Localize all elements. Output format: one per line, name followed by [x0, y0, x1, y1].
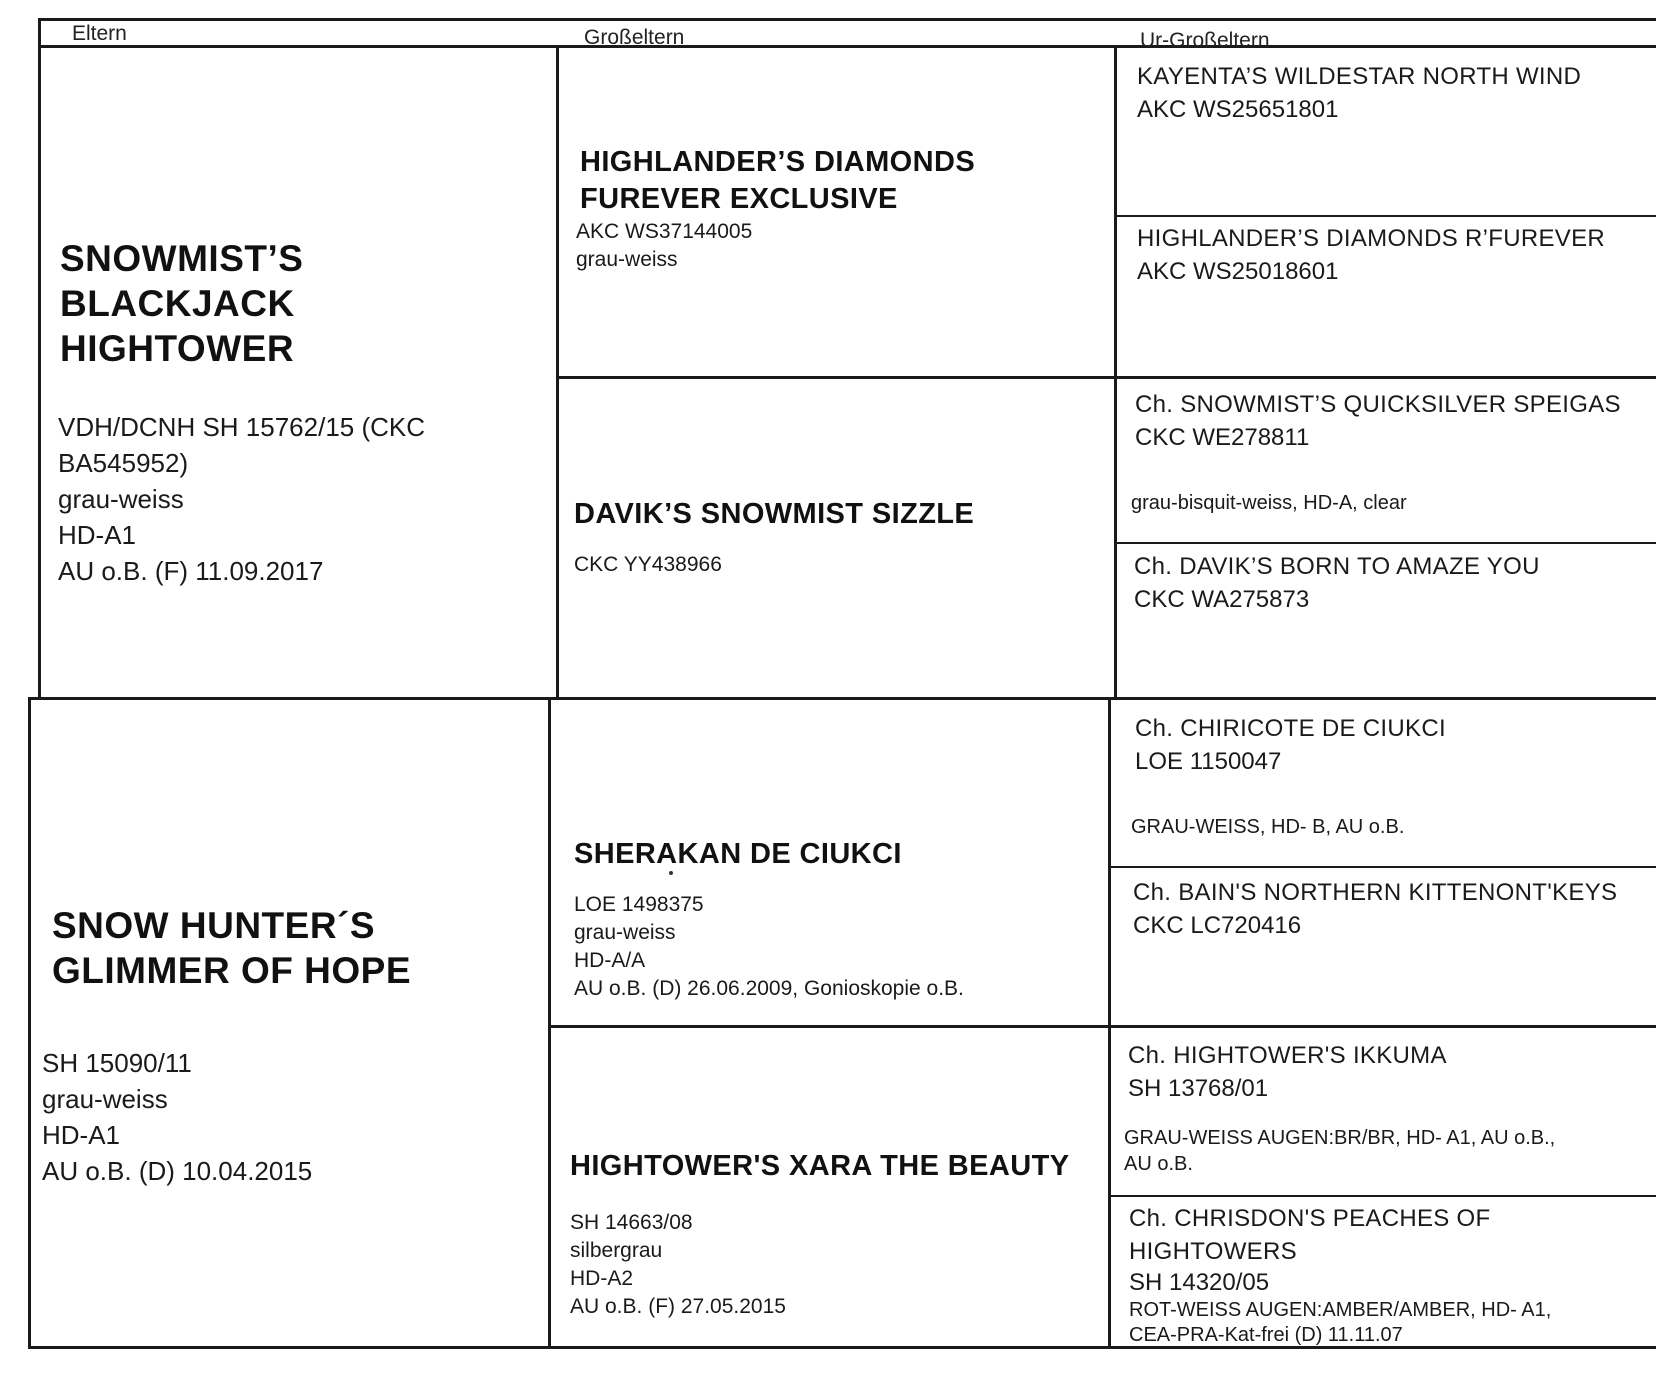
left-border-lower — [28, 698, 31, 1348]
great-grandparent-7 — [1124, 1039, 1653, 1177]
grandparent-1-reg: AKC WS37144005 — [576, 220, 753, 243]
great-grandparent-5-extra: GRAU-WEISS, HD- B, AU o.B. — [1131, 816, 1405, 838]
header-eltern: Eltern — [72, 22, 127, 45]
grandparent-1-color: grau-weiss — [576, 248, 678, 271]
grandparent-4-hd: HD-A2 — [570, 1267, 634, 1290]
great-grandparent-8-name-2: HIGHTOWERS — [1129, 1238, 1297, 1265]
great-grandparent-1 — [1137, 60, 1652, 126]
great-grandparent-4 — [1134, 550, 1652, 616]
grandparent-3-hd: HD-A/A — [574, 949, 646, 972]
great-grandparent-4-reg: CKC WA275873 — [1134, 586, 1310, 613]
great-grandparent-3-reg: CKC WE278811 — [1135, 424, 1310, 451]
col-divider-1-lower — [548, 698, 551, 1348]
header-urgrosseltern: Ur-Großeltern — [1140, 29, 1270, 52]
parent-sire-hd: HD-A1 — [58, 520, 137, 550]
great-grandparent-3-extra: grau-bisquit-weiss, HD-A, clear — [1131, 492, 1407, 514]
great-grandparent-7-extra-2: AU o.B. — [1124, 1153, 1193, 1175]
great-grandparent-8-name-1: Ch. CHRISDON'S PEACHES OF — [1129, 1205, 1491, 1232]
parent-dam-reg: SH 15090/11 — [42, 1048, 192, 1078]
parent-sire-au: AU o.B. (F) 11.09.2017 — [58, 556, 324, 586]
great-grandparent-1-reg: AKC WS25651801 — [1137, 96, 1339, 123]
great-grandparent-8-extra-1: ROT-WEISS AUGEN:AMBER/AMBER, HD- A1, — [1129, 1299, 1552, 1321]
great-grandparent-2 — [1137, 222, 1652, 288]
grandparent-4 — [570, 1148, 1110, 1321]
great-grandparent-2-name: HIGHLANDER’S DIAMONDS R’FUREVER — [1137, 225, 1606, 252]
great-grandparent-8-reg: SH 14320/05 — [1129, 1269, 1270, 1296]
grandparent-2 — [574, 496, 1104, 579]
parent-sire-name-3: HIGHTOWER — [60, 328, 295, 369]
grandparent-3-au: AU o.B. (D) 26.06.2009, Gonioskopie o.B. — [574, 977, 964, 1000]
header-rule — [38, 45, 1656, 48]
great-grandparent-5-reg: LOE 1150047 — [1135, 748, 1282, 775]
grandparent-4-au: AU o.B. (F) 27.05.2015 — [570, 1295, 786, 1318]
grandparent-1 — [576, 144, 1106, 274]
gp-divider-2 — [548, 1025, 1656, 1028]
grandparent-4-reg: SH 14663/08 — [570, 1211, 693, 1234]
great-grandparent-6-reg: CKC LC720416 — [1133, 912, 1302, 939]
parent-sire-name-1: SNOWMIST’S — [60, 238, 304, 279]
great-grandparent-7-reg: SH 13768/01 — [1128, 1075, 1269, 1102]
great-grandparent-6-name: Ch. BAIN'S NORTHERN KITTENONT'KEYS — [1133, 879, 1618, 906]
parent-divider — [28, 697, 1656, 700]
ugp-divider-3 — [1110, 866, 1656, 868]
grandparent-4-color: silbergrau — [570, 1239, 663, 1262]
left-border — [38, 18, 41, 700]
parent-dam-name-1: SNOW HUNTER´S — [52, 905, 376, 946]
grandparent-3 — [574, 836, 1104, 1003]
great-grandparent-3 — [1131, 388, 1653, 516]
great-grandparent-4-name: Ch. DAVIK’S BORN TO AMAZE YOU — [1134, 553, 1540, 580]
grandparent-1-name-1: HIGHLANDER’S DIAMONDS — [580, 146, 976, 178]
ugp-divider-2 — [1116, 542, 1656, 544]
great-grandparent-8 — [1129, 1202, 1653, 1348]
great-grandparent-5-name: Ch. CHIRICOTE DE CIUKCI — [1135, 715, 1446, 742]
col-divider-2 — [1114, 48, 1117, 700]
great-grandparent-8-extra-2: CEA-PRA-Kat-frei (D) 11.11.07 — [1129, 1324, 1403, 1346]
gp-divider-1 — [556, 376, 1656, 379]
great-grandparent-7-extra-1: GRAU-WEISS AUGEN:BR/BR, HD- A1, AU o.B., — [1124, 1127, 1556, 1149]
parent-dam-color: grau-weiss — [42, 1084, 168, 1114]
great-grandparent-6 — [1133, 876, 1653, 942]
header-grosseltern: Großeltern — [584, 26, 685, 49]
grandparent-1-name-2: FUREVER EXCLUSIVE — [580, 183, 898, 215]
grandparent-4-name: HIGHTOWER'S XARA THE BEAUTY — [570, 1150, 1070, 1182]
parent-sire-name-2: BLACKJACK — [60, 283, 295, 324]
grandparent-3-reg: LOE 1498375 — [574, 893, 704, 916]
great-grandparent-7-name: Ch. HIGHTOWER'S IKKUMA — [1128, 1042, 1447, 1069]
speck-dot — [669, 871, 673, 875]
great-grandparent-3-name: Ch. SNOWMIST’S QUICKSILVER SPEIGAS — [1135, 391, 1621, 418]
grandparent-2-reg: CKC YY438966 — [574, 553, 722, 576]
parent-dam — [42, 903, 542, 1189]
parent-sire-reg: VDH/DCNH SH 15762/15 (CKC — [58, 412, 426, 442]
parent-sire-reg-2: BA545952) — [58, 448, 189, 478]
grandparent-2-name: DAVIK’S SNOWMIST SIZZLE — [574, 498, 975, 530]
great-grandparent-1-name: KAYENTA’S WILDESTAR NORTH WIND — [1137, 63, 1582, 90]
parent-dam-au: AU o.B. (D) 10.04.2015 — [42, 1156, 313, 1186]
ugp-divider-4 — [1110, 1195, 1656, 1197]
col-divider-1 — [556, 48, 559, 700]
grandparent-3-color: grau-weiss — [574, 921, 676, 944]
parent-sire — [58, 236, 548, 589]
parent-sire-color: grau-weiss — [58, 484, 184, 514]
ugp-divider-1 — [1116, 215, 1656, 217]
grandparent-3-name: SHERAKAN DE CIUKCI — [574, 838, 902, 870]
great-grandparent-2-reg: AKC WS25018601 — [1137, 258, 1339, 285]
parent-dam-name-2: GLIMMER OF HOPE — [52, 950, 411, 991]
top-border — [40, 18, 1656, 21]
parent-dam-hd: HD-A1 — [42, 1120, 121, 1150]
great-grandparent-5 — [1131, 712, 1653, 840]
